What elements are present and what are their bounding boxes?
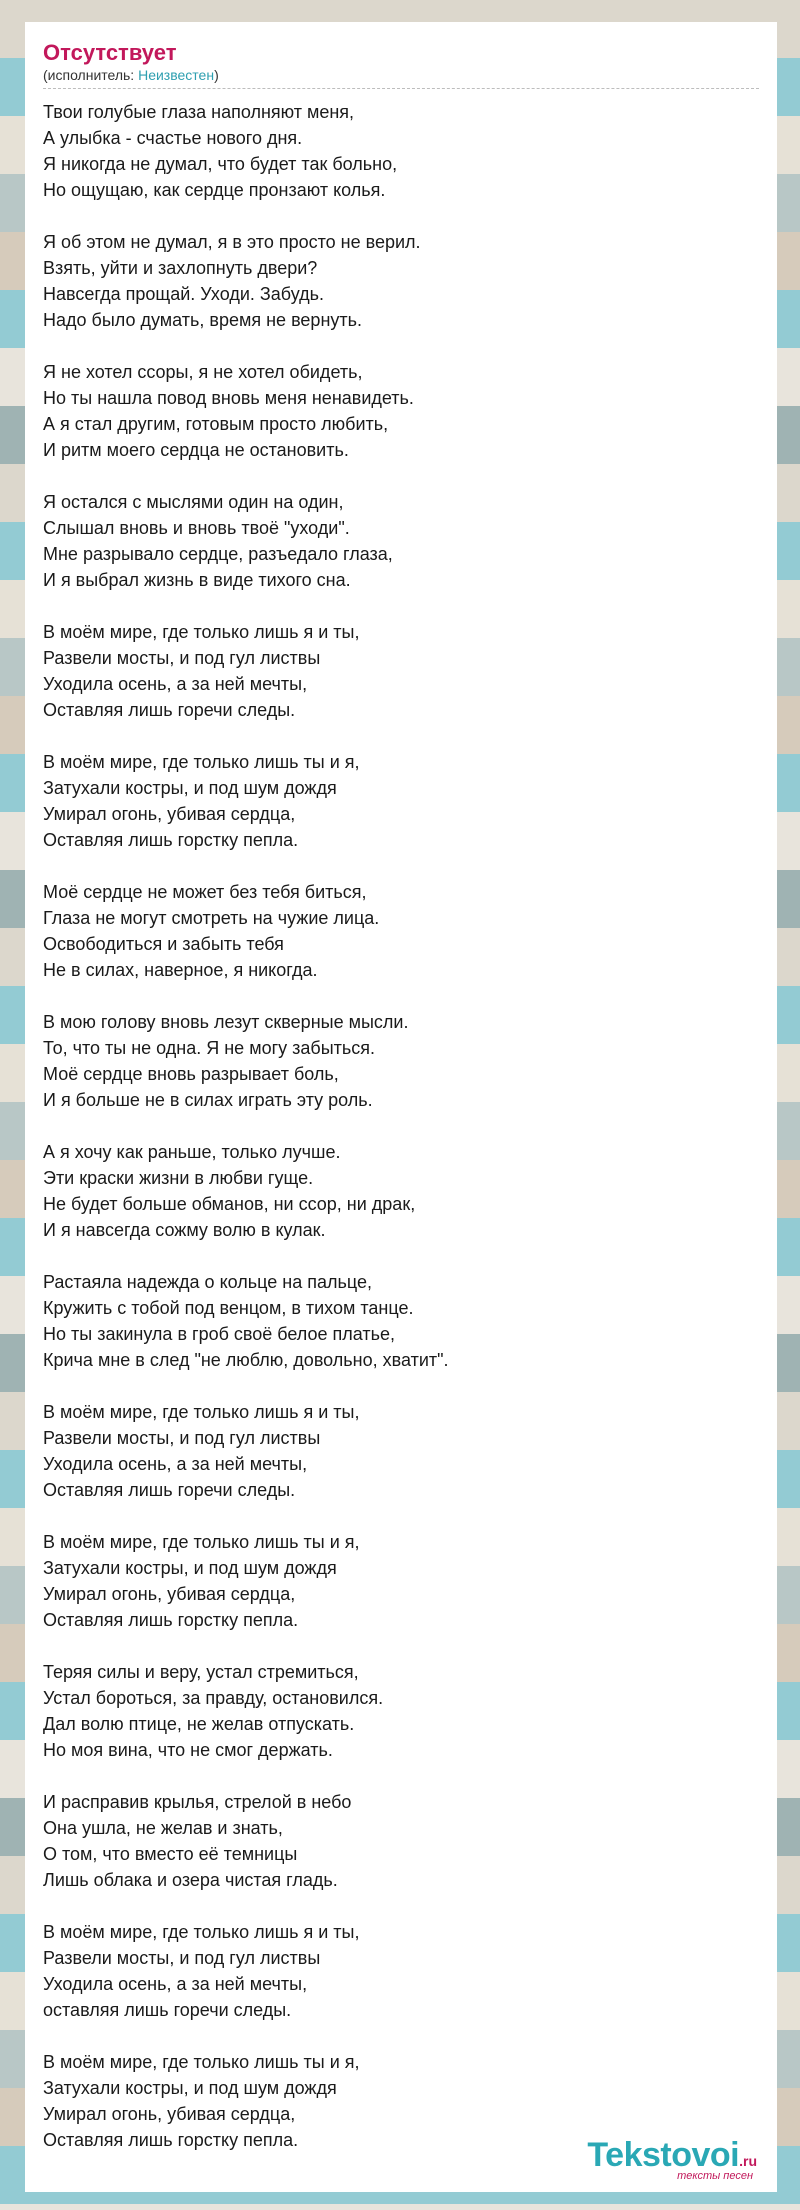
artist-link[interactable]: Неизвестен <box>138 67 215 83</box>
stanza <box>43 1009 759 1113</box>
logo-tld: .ru <box>739 2153 757 2169</box>
lyric-line: Лишь облака и озера чистая гладь. <box>43 1870 338 1890</box>
lyric-line: Оставляя лишь горстку пепла. <box>43 830 299 850</box>
lyric-line: Слышал вновь и вновь твоё "уходи". <box>43 518 350 538</box>
lyric-line: В моём мире, где только лишь ты и я, <box>43 1532 360 1552</box>
lyric-line: Моё сердце вновь разрывает боль, <box>43 1064 339 1084</box>
lyric-line: Оставляя лишь горечи следы. <box>43 1480 296 1500</box>
lyric-line: Оставляя лишь горечи следы. <box>43 700 296 720</box>
lyric-line: Глаза не могут смотреть на чужие лица. <box>43 908 380 928</box>
lyric-line: Кружить с тобой под венцом, в тихом танце. <box>43 1298 414 1318</box>
lyric-line: Затухали костры, и под шум дождя <box>43 1558 337 1578</box>
lyric-line: оставляя лишь горечи следы. <box>43 2000 292 2020</box>
lyric-line: Надо было думать, время не вернуть. <box>43 310 363 330</box>
stanza <box>43 99 759 203</box>
lyric-line: И я больше не в силах играть эту роль. <box>43 1090 373 1110</box>
lyric-line: Крича мне в след "не люблю, довольно, хватит". <box>43 1350 449 1370</box>
stanza <box>43 879 759 983</box>
lyric-line: Но ты нашла повод вновь меня ненавидеть. <box>43 388 414 408</box>
lyric-line: Растаяла надежда о кольце на пальце, <box>43 1272 372 1292</box>
lyric-line: Твои голубые глаза наполняют меня, <box>43 102 355 122</box>
site-logo[interactable] <box>587 2138 757 2182</box>
lyric-line: И я навсегда сожму волю в кулак. <box>43 1220 326 1240</box>
lyric-line: Освободиться и забыть тебя <box>43 934 284 954</box>
lyric-line: Развели мосты, и под гул листвы <box>43 1428 321 1448</box>
lyric-line: Умирал огонь, убивая сердца, <box>43 1584 296 1604</box>
lyric-line: Эти краски жизни в любви гуще. <box>43 1168 314 1188</box>
stanza <box>43 1789 759 1893</box>
lyric-line: Но ты закинула в гроб своё белое платье, <box>43 1324 396 1344</box>
lyric-line: Уходила осень, а за ней мечты, <box>43 1454 308 1474</box>
stanza <box>43 1139 759 1243</box>
lyric-line: Взять, уйти и захлопнуть двери? <box>43 258 318 278</box>
lyric-line: В моём мире, где только лишь я и ты, <box>43 1922 360 1942</box>
lyric-line: О том, что вместо её темницы <box>43 1844 298 1864</box>
lyric-line: Но моя вина, что не смог держать. <box>43 1740 333 1760</box>
lyric-line: Устал бороться, за правду, остановился. <box>43 1688 384 1708</box>
lyric-line: А улыбка - счастье нового дня. <box>43 128 303 148</box>
lyric-line: Но ощущаю, как сердце пронзают колья. <box>43 180 386 200</box>
lyric-line: Развели мосты, и под гул листвы <box>43 648 321 668</box>
lyric-line: Развели мосты, и под гул листвы <box>43 1948 321 1968</box>
artist-suffix: ) <box>214 67 219 83</box>
stanza <box>43 1919 759 2023</box>
lyric-line: Я никогда не думал, что будет так больно, <box>43 154 398 174</box>
lyric-line: Оставляя лишь горстку пепла. <box>43 2130 299 2150</box>
lyric-line: В моём мире, где только лишь ты и я, <box>43 2052 360 2072</box>
stanza <box>43 359 759 463</box>
lyric-line: Затухали костры, и под шум дождя <box>43 778 337 798</box>
stanza <box>43 229 759 333</box>
lyric-line: Мне разрывало сердце, разъедало глаза, <box>43 544 393 564</box>
lyric-line: Уходила осень, а за ней мечты, <box>43 1974 308 1994</box>
lyric-line: Навсегда прощай. Уходи. Забудь. <box>43 284 324 304</box>
stanza <box>43 1659 759 1763</box>
logo-tagline: тексты песен <box>677 2170 753 2182</box>
lyric-line: В моём мире, где только лишь я и ты, <box>43 1402 360 1422</box>
stanza <box>43 1269 759 1373</box>
lyric-line: Оставляя лишь горстку пепла. <box>43 1610 299 1630</box>
lyric-line: В моём мире, где только лишь я и ты, <box>43 622 360 642</box>
lyric-line: Я об этом не думал, я в это просто не верил. <box>43 232 421 252</box>
stanza <box>43 749 759 853</box>
stanza <box>43 619 759 723</box>
lyric-line: Уходила осень, а за ней мечты, <box>43 674 308 694</box>
lyric-line: Затухали костры, и под шум дождя <box>43 2078 337 2098</box>
lyric-line: Теряя силы и веру, устал стремиться, <box>43 1662 359 1682</box>
stanza <box>43 1529 759 1633</box>
lyric-line: Умирал огонь, убивая сердца, <box>43 804 296 824</box>
lyric-line: То, что ты не одна. Я не могу забыться. <box>43 1038 376 1058</box>
lyric-line: А я хочу как раньше, только лучше. <box>43 1142 341 1162</box>
lyric-line: Я не хотел ссоры, я не хотел обидеть, <box>43 362 363 382</box>
lyrics-card <box>25 22 777 2192</box>
lyric-line: А я стал другим, готовым просто любить, <box>43 414 389 434</box>
lyric-line: В моём мире, где только лишь ты и я, <box>43 752 360 772</box>
lyric-line: И расправив крылья, стрелой в небо <box>43 1792 352 1812</box>
lyric-line: Не будет больше обманов, ни ссор, ни драк, <box>43 1194 416 1214</box>
lyric-line: Не в силах, наверное, я никогда. <box>43 960 318 980</box>
artist-prefix: (исполнитель: <box>43 67 139 83</box>
lyric-line: В мою голову вновь лезут скверные мысли. <box>43 1012 409 1032</box>
lyric-line: И я выбрал жизнь в виде тихого сна. <box>43 570 351 590</box>
lyric-line: Моё сердце не может без тебя биться, <box>43 882 367 902</box>
artist-line <box>43 66 759 89</box>
lyric-line: И ритм моего сердца не остановить. <box>43 440 349 460</box>
lyrics-body <box>43 99 759 2153</box>
lyric-line: Я остался с мыслями один на один, <box>43 492 344 512</box>
stanza <box>43 1399 759 1503</box>
lyric-line: Она ушла, не желав и знать, <box>43 1818 283 1838</box>
logo-text: Tekstovoi <box>587 2136 740 2174</box>
lyric-line: Дал волю птице, не желав отпускать. <box>43 1714 355 1734</box>
song-title: Отсутствует <box>43 40 177 65</box>
lyric-line: Умирал огонь, убивая сердца, <box>43 2104 296 2124</box>
stanza <box>43 489 759 593</box>
